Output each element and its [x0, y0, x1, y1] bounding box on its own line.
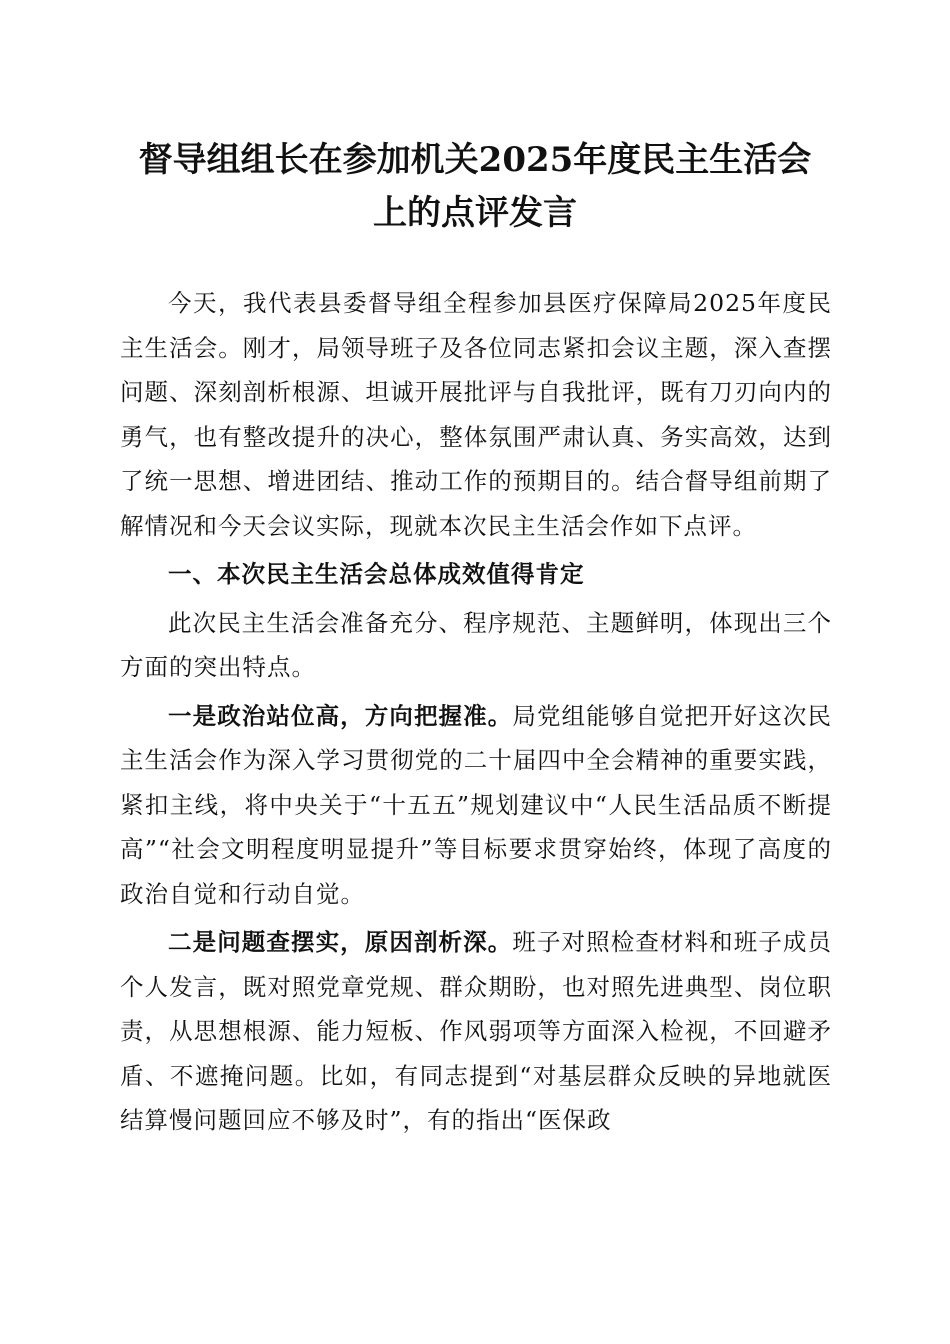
- section-1-heading: 一、本次民主生活会总体成效值得肯定: [168, 560, 585, 588]
- point-1-lead: 一是政治站位高，方向把握准。: [168, 701, 513, 730]
- point-1-text: 局党组能够自觉把开好这次民主生活会作为深入学习贯彻党的二十届四中全会精神的重要实践，紧扣主线，将中央关于“十五五”规划建议中“人民生活品质不断提高”“社会文明程度明显提升”等目标要求贯穿始终，体现了高度的政治自觉和行动自觉。: [120, 701, 833, 908]
- section-1-intro-paragraph: 此次民主生活会准备充分、程序规范、主题鲜明，体现出三个方面的突出特点。: [120, 608, 832, 681]
- point-2-lead: 二是问题查摆实，原因剖析深。: [168, 928, 513, 956]
- title-line-1: 督导组组长在参加机关2025年度民主生活会: [138, 140, 812, 180]
- point-2-paragraph: [120, 920, 832, 1143]
- title-line-2: 上的点评发言: [373, 193, 577, 233]
- document-title: [80, 134, 870, 240]
- point-1-paragraph: [120, 694, 832, 917]
- point-2-text: 班子对照检查材料和班子成员个人发言，既对照党章党规、群众期盼，也对照先进典型、岗位职责，从思想根源、能力短板、作风弱项等方面深入检视，不回避矛盾、不遮掩问题。比如，有同志提到“对基层群众反映的异地就医结算慢问题回应不够及时”，有的指出“医保政: [120, 928, 833, 1134]
- document-body: [120, 281, 832, 1143]
- intro-paragraph: 今天，我代表县委督导组全程参加县医疗保障局2025年度民主生活会。刚才，局领导班子及各位同志紧扣会议主题，深入查摆问题、深刻剖析根源、坦诚开展批评与自我批评，既有刀刃向内的勇气，也有整改提升的决心，整体氛围严肃认真、务实高效，达到了统一思想、增进团结、推动工作的预期目的。结合督导组前期了解情况和今天会议实际，现就本次民主生活会作如下点评。: [120, 289, 832, 540]
